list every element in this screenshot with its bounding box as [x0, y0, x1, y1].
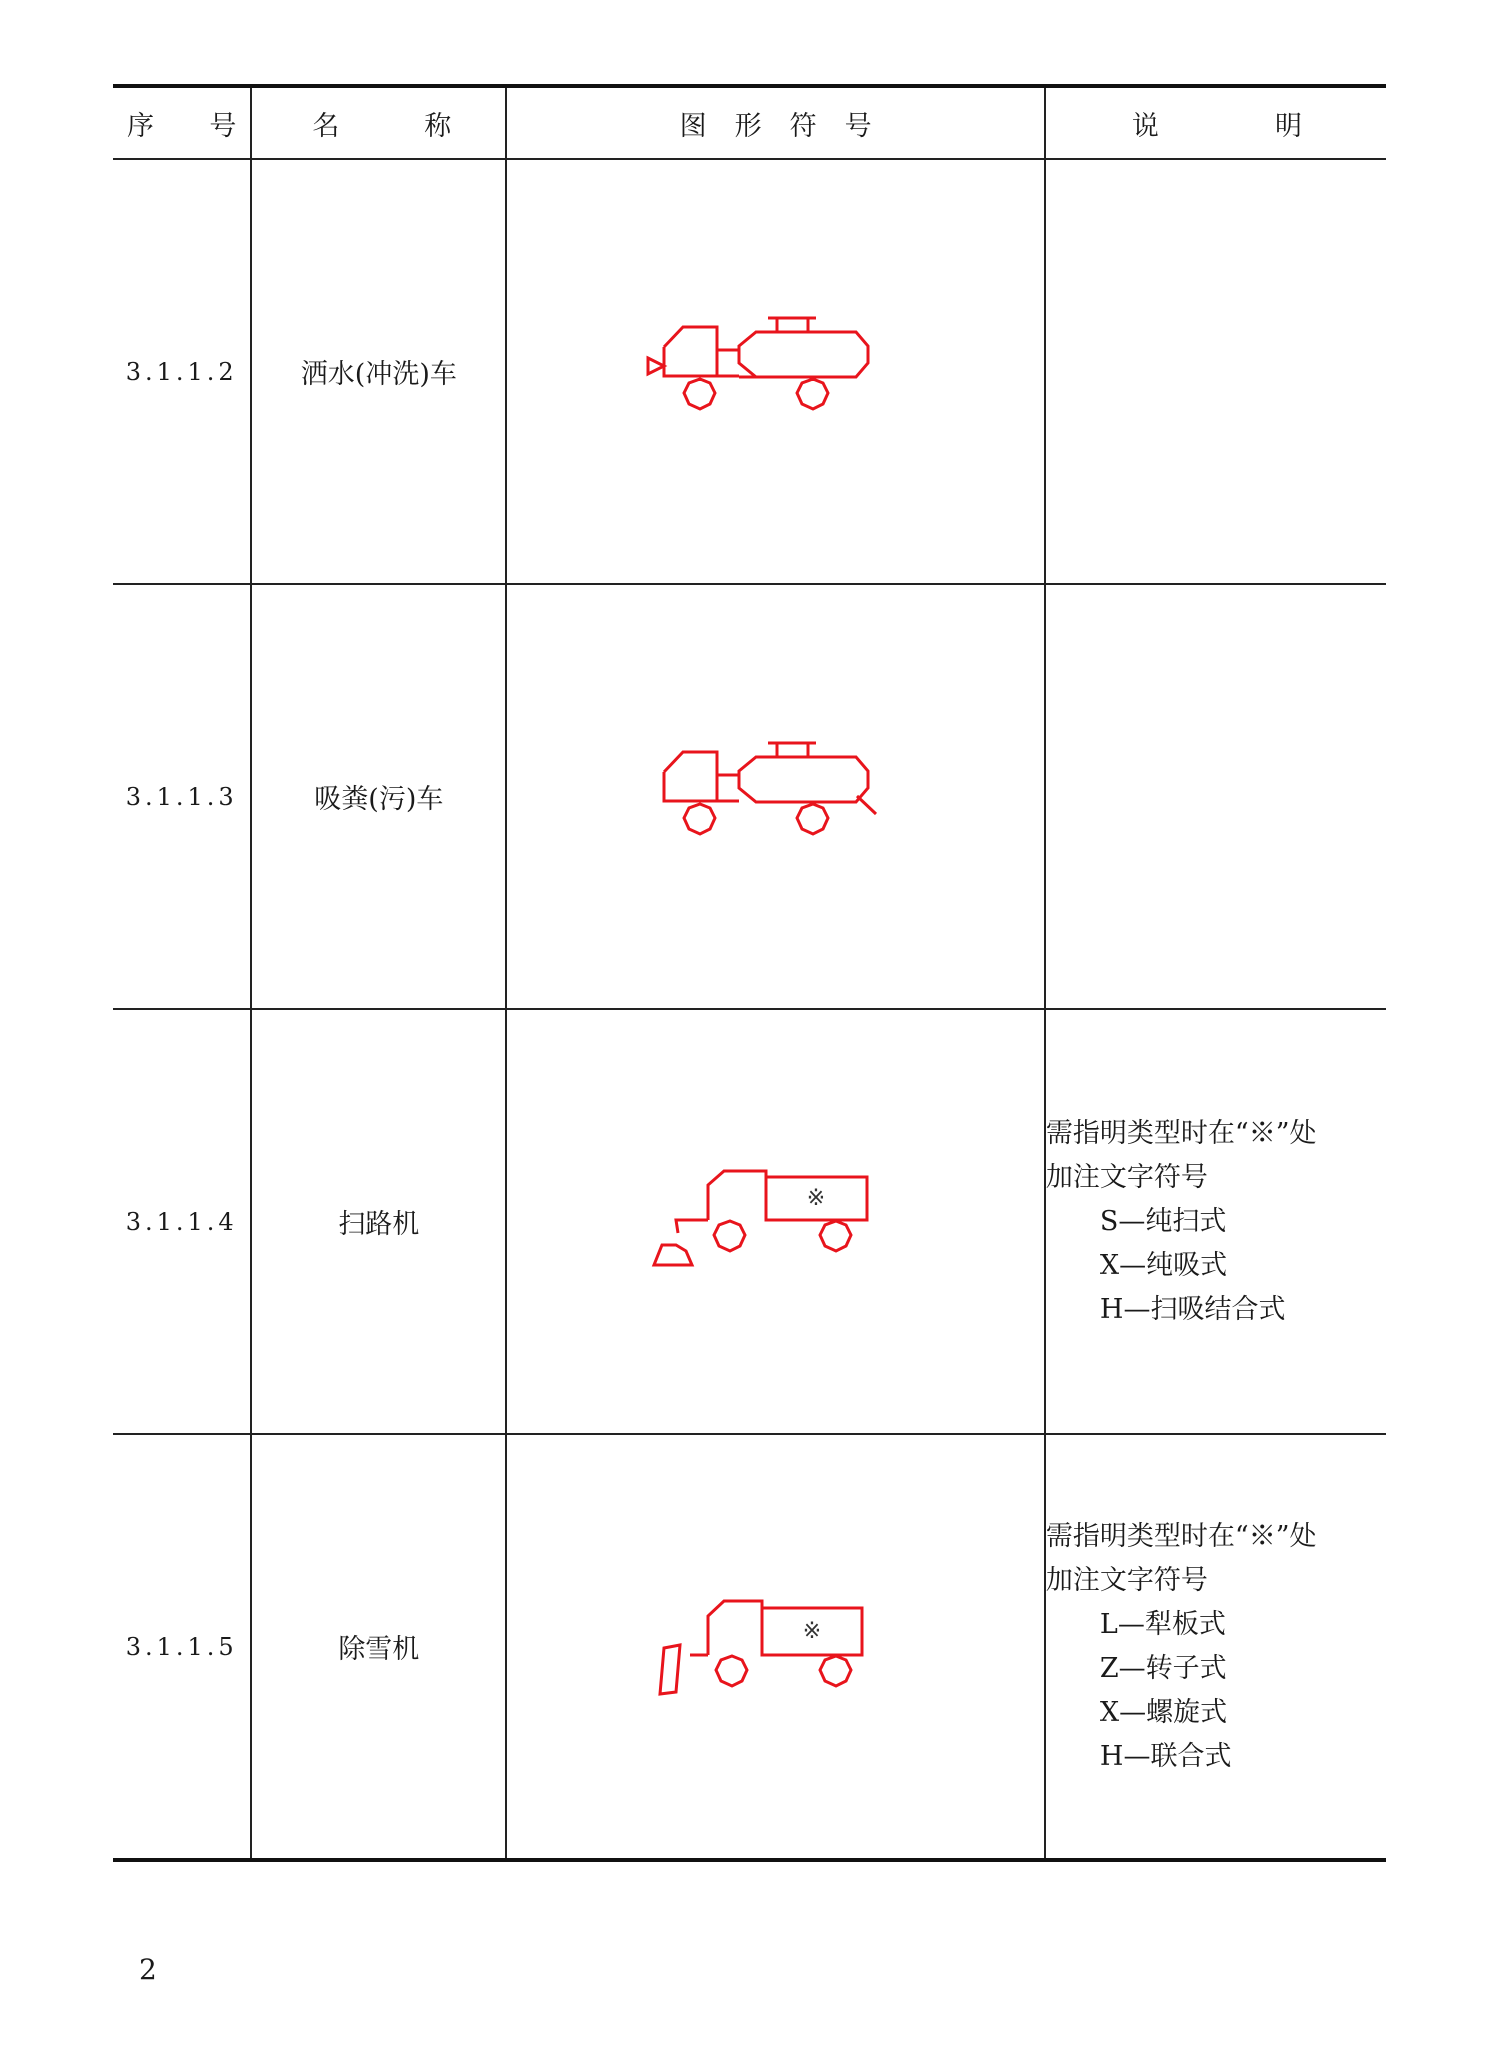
- header-symbol-char-4: 号: [844, 110, 872, 142]
- header-symbol-char-3: 符: [789, 110, 817, 142]
- symbol-mark: ※: [802, 1618, 821, 1644]
- header-name-char-2: 称: [424, 110, 452, 142]
- symbol-mark: ※: [806, 1185, 825, 1211]
- header-symbol: [506, 86, 1045, 159]
- road-sweeper-icon: [646, 1145, 906, 1295]
- header-seq-char-1: 序: [127, 110, 154, 142]
- row-number: 3.1.1.2: [113, 159, 251, 584]
- header-seq: [113, 86, 251, 159]
- row-name: 扫路机: [251, 1009, 506, 1434]
- row-symbol: [506, 1009, 1045, 1434]
- table-row: [113, 1009, 1386, 1434]
- row-name: 除雪机: [251, 1434, 506, 1860]
- sewage-suction-truck-icon: [646, 720, 906, 870]
- header-name: [251, 86, 506, 159]
- header-desc-char-2: 明: [1275, 110, 1302, 142]
- row-description: [1045, 159, 1386, 584]
- row-symbol: [506, 159, 1045, 584]
- row-number: 3.1.1.4: [113, 1009, 251, 1434]
- table-row: [113, 584, 1386, 1009]
- row-symbol: [506, 1434, 1045, 1860]
- symbol-table: [113, 84, 1386, 1862]
- sprinkler-truck-icon: [646, 295, 906, 445]
- row-description: [1045, 584, 1386, 1009]
- row-description: [1045, 1009, 1386, 1434]
- page-number: 2: [139, 1953, 157, 1986]
- header-seq-char-2: 号: [209, 110, 237, 142]
- snow-plow-icon: [646, 1570, 906, 1720]
- desc-option: L—犁板式: [1099, 1608, 1226, 1640]
- desc-line: 加注文字符号: [1045, 1161, 1208, 1193]
- desc-option: H—扫吸结合式: [1099, 1293, 1286, 1325]
- table-header-row: [113, 86, 1386, 159]
- desc-option: X—纯吸式: [1099, 1249, 1228, 1281]
- row-name: 洒水(冲洗)车: [251, 159, 506, 584]
- desc-option: Z—转子式: [1099, 1652, 1227, 1684]
- row-description: [1045, 1434, 1386, 1860]
- desc-line: 加注文字符号: [1045, 1564, 1208, 1596]
- header-symbol-char-2: 形: [734, 110, 762, 142]
- table-row: [113, 1434, 1386, 1860]
- row-symbol: [506, 584, 1045, 1009]
- row-number: 3.1.1.5: [113, 1434, 251, 1860]
- header-name-char-1: 名: [312, 110, 340, 142]
- row-name: 吸粪(污)车: [251, 584, 506, 1009]
- header-desc-char-1: 说: [1131, 110, 1159, 142]
- desc-option: S—纯扫式: [1099, 1205, 1227, 1237]
- row-number: 3.1.1.3: [113, 584, 251, 1009]
- header-symbol-char-1: 图: [679, 110, 707, 142]
- desc-option: H—联合式: [1099, 1740, 1232, 1772]
- table-row: [113, 159, 1386, 584]
- desc-line: 需指明类型时在“※”处: [1045, 1117, 1317, 1149]
- desc-line: 需指明类型时在“※”处: [1045, 1520, 1317, 1552]
- header-description: [1045, 86, 1386, 159]
- desc-option: X—螺旋式: [1099, 1696, 1228, 1728]
